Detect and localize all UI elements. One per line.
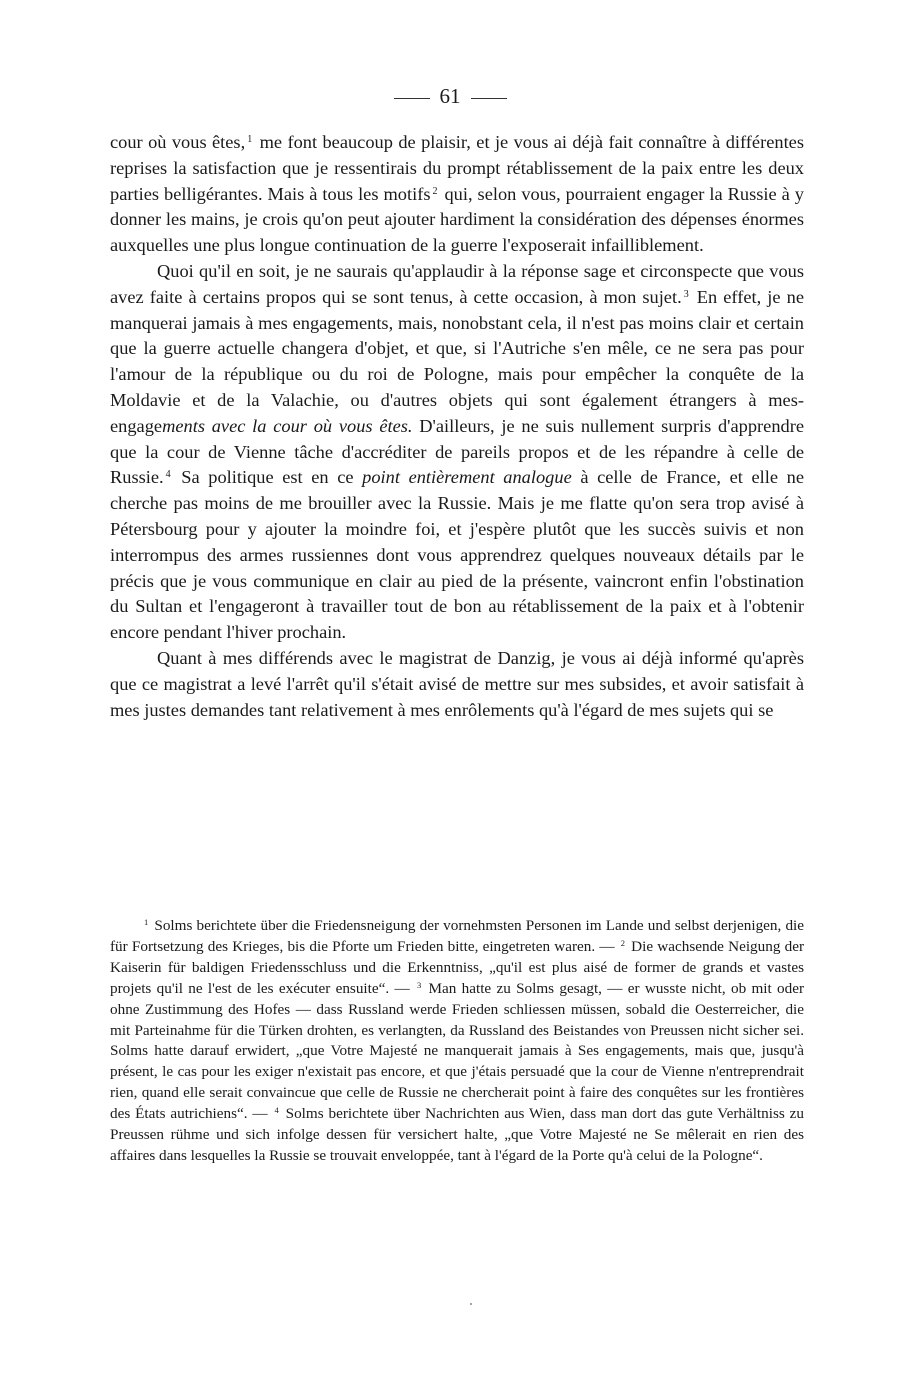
paragraph-text: me font beaucoup de plaisir, et je vous ai déjà fait connaître à différentes reprises la satisfaction que je ressentirais du prompt rétablissement de la paix entre les deux parties belligérantes. Mais à tous les motifs bbox=[110, 132, 804, 204]
main-text bbox=[110, 130, 804, 723]
paragraph-text: à celle de France, et elle ne cherche pas moins de me brouiller avec la Russie. Mais je me flatte qu'on sera trop avisé à Pétersbourg pour y ajouter la moindre foi, et j'espère plutôt que les succès suivis et non interrompus des armes russiennes dont vous apprendrez quelques nouveaux détails par le précis que je vous communique en clair au pied de la présente, vaincront enfin l'obstination du Sultan et l'engageront à travailler tout de bon au rétablissement de la paix et à l'obtenir encore pendant l'hiver prochain. bbox=[110, 467, 804, 643]
paragraph-text: Sa politique est en ce bbox=[172, 467, 363, 488]
footnote-ref-1: 1 bbox=[247, 134, 253, 145]
footnote-ref-3: 3 bbox=[683, 288, 689, 300]
footnote-marker-1: 1 bbox=[144, 917, 149, 927]
footnote-ref-2: 2 bbox=[432, 185, 438, 197]
footnote-1-text: Solms berichtete über die Friedensneigung der vornehmsten Personen im Lande und selbst derjenigen, die für Fortsetzung des Krieges, bis die Pforte um Frieden bitte, eingetreten waren. — bbox=[110, 917, 804, 955]
footnote-marker-4: 4 bbox=[274, 1105, 279, 1116]
paragraph-text: D'ailleurs, je ne suis nullement surpris d'apprendre que la cour de Vienne tâche d'accréditer de pareils propos et de les répandre à celle de Russie. bbox=[110, 415, 805, 488]
paragraph-text: qui, selon vous, pourraient engager la Russie à y donner les mains, je crois qu'on peut ajouter hardiment la considération des dépenses énormes auxquelles une plus longue continuation de la guerre l'exposerait infailliblement. bbox=[110, 183, 804, 256]
footnotes bbox=[110, 916, 804, 1167]
footnote-block bbox=[110, 916, 804, 1167]
footnote-ref-4: 4 bbox=[165, 469, 171, 481]
header-rule-left bbox=[394, 98, 430, 99]
footnote-marker-2: 2 bbox=[620, 937, 625, 948]
footnote-marker-3: 3 bbox=[416, 979, 422, 990]
italic-text: point entièrement analogue bbox=[362, 467, 572, 488]
header-rule-right bbox=[471, 98, 507, 99]
page-header bbox=[0, 82, 900, 110]
paragraph-text: En effet, je ne manquerai jamais à mes engagements, mais, nonobstant cela, il n'est pas moins clair et certain que la guerre actuelle changera d'objet, et que, si l'Autriche s'en mêle, ce ne sera pas pour l'amour de la république ou du roi de Pologne, mais pour empêcher la conquête de la Moldavie et de la Valachie, ou d'autres objets qui sont également étrangers à mes engage bbox=[110, 286, 804, 436]
footnote-2-text: Die wachsende Neigung der Kaiserin für baldigen Friedensschluss und die Erkenntniss, „qu'il est plus aisé de former de grands et vastes projets qu'il ne l'est de les exécuter ensuite“. — bbox=[110, 937, 805, 997]
paragraph-3: Quant à mes différends avec le magistrat de Danzig, je vous ai déjà informé qu'après que ce magistrat a levé l'arrêt qu'il s'était avisé de mettre sur mes subsides, et avoir satisfait à mes justes demandes tant relativement à mes enrôlements qu'à l'égard de mes sujets qui se bbox=[110, 647, 804, 720]
page-number: 61 bbox=[439, 84, 461, 108]
paragraph-text: Quoi qu'il en soit, je ne saurais qu'applaudir à la réponse sage et circonspecte que vous avez faite à certains propos qui se sont tenus, à cette occasion, à mon sujet. bbox=[110, 260, 804, 307]
footnote-3-text: Man hatte zu Solms gesagt, — er wusste nicht, ob mit oder ohne Zustimmung des Hofes — dass Russland werde Frieden schliessen müssen, sobald die Oesterreicher, die mit Parteinahme für die Türken drohten, es verlangten, da Russland des Beistandes von Preussen nicht sicher sei. Solms hatte darauf erwidert, „que Votre Majesté ne manquerait jamais à Ses engagements, mais que, jusqu'à présent, le cas pour les exiger n'existait pas encore, et que j'étais persuadé que la cour de Vienne n'entreprendrait rien, quand elle serait convaincue que celle de Russie ne chercherait point à faire des conquêtes sur les frontières des États autrichiens“. — bbox=[110, 979, 804, 1123]
footnote-4-text: Solms berichtete über Nachrichten aus Wien, dass man dort das gute Verhältniss zu Preussen rühme und sich infolge dessen für versichert halte, „que Votre Majesté ne Se mêlerait en rien des affaires dans lesquelles la Russie se trouvait enveloppée, tant à l'égard de la Porte qu'à celui de la Pologne“. bbox=[110, 1105, 805, 1164]
paragraph-2 bbox=[110, 259, 804, 646]
paragraph-1 bbox=[110, 130, 804, 259]
paragraph-text: cour où vous êtes, bbox=[110, 132, 246, 152]
print-speck bbox=[470, 1303, 472, 1305]
italic-text: ments avec la cour où vous êtes. bbox=[162, 415, 413, 436]
